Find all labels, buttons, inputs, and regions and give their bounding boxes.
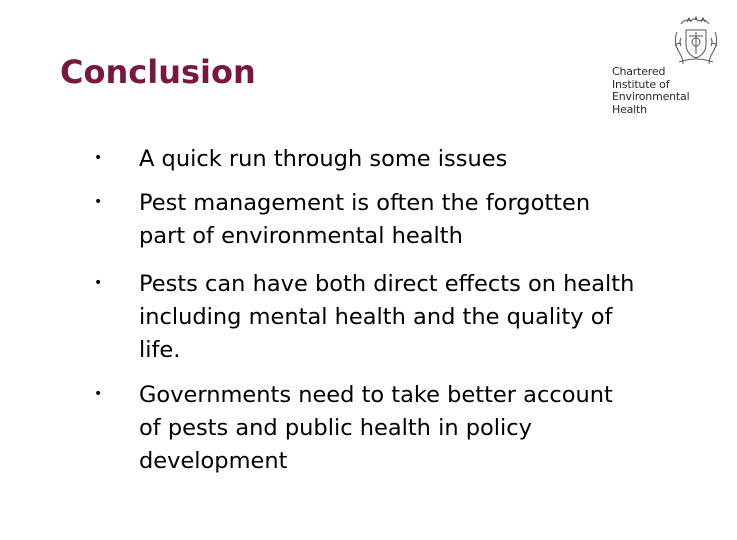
bullet-line: A quick run through some issues xyxy=(139,146,508,172)
coat-of-arms-icon xyxy=(671,16,721,66)
bullet-line: Pest management is often the forgotten xyxy=(139,190,591,216)
logo-line: Health xyxy=(612,102,647,116)
bullet-line: of pests and public health in policy xyxy=(139,415,532,441)
bullet-line: life. xyxy=(139,337,181,363)
logo-line: Environmental xyxy=(612,90,690,103)
bullet-text xyxy=(139,379,699,478)
logo-text xyxy=(612,66,689,116)
logo-line: Chartered xyxy=(612,65,666,78)
bullet-dot: • xyxy=(94,386,103,402)
bullet-text xyxy=(139,187,699,253)
bullet-dot: • xyxy=(94,194,103,210)
bullet-line: Governments need to take better account xyxy=(139,382,613,408)
bullet-text xyxy=(139,143,699,176)
slide-title: Conclusion xyxy=(60,53,256,91)
logo-line: Institute of xyxy=(612,77,670,91)
bullet-dot: • xyxy=(94,150,103,166)
bullet-dot: • xyxy=(94,275,103,291)
bullet-line: Pests can have both direct effects on health xyxy=(139,271,635,297)
bullet-text xyxy=(139,268,699,367)
cieh-logo xyxy=(611,16,721,120)
bullet-line: including mental health and the quality of xyxy=(139,304,613,330)
bullet-line: part of environmental health xyxy=(139,223,463,249)
bullet-line: development xyxy=(139,448,288,474)
